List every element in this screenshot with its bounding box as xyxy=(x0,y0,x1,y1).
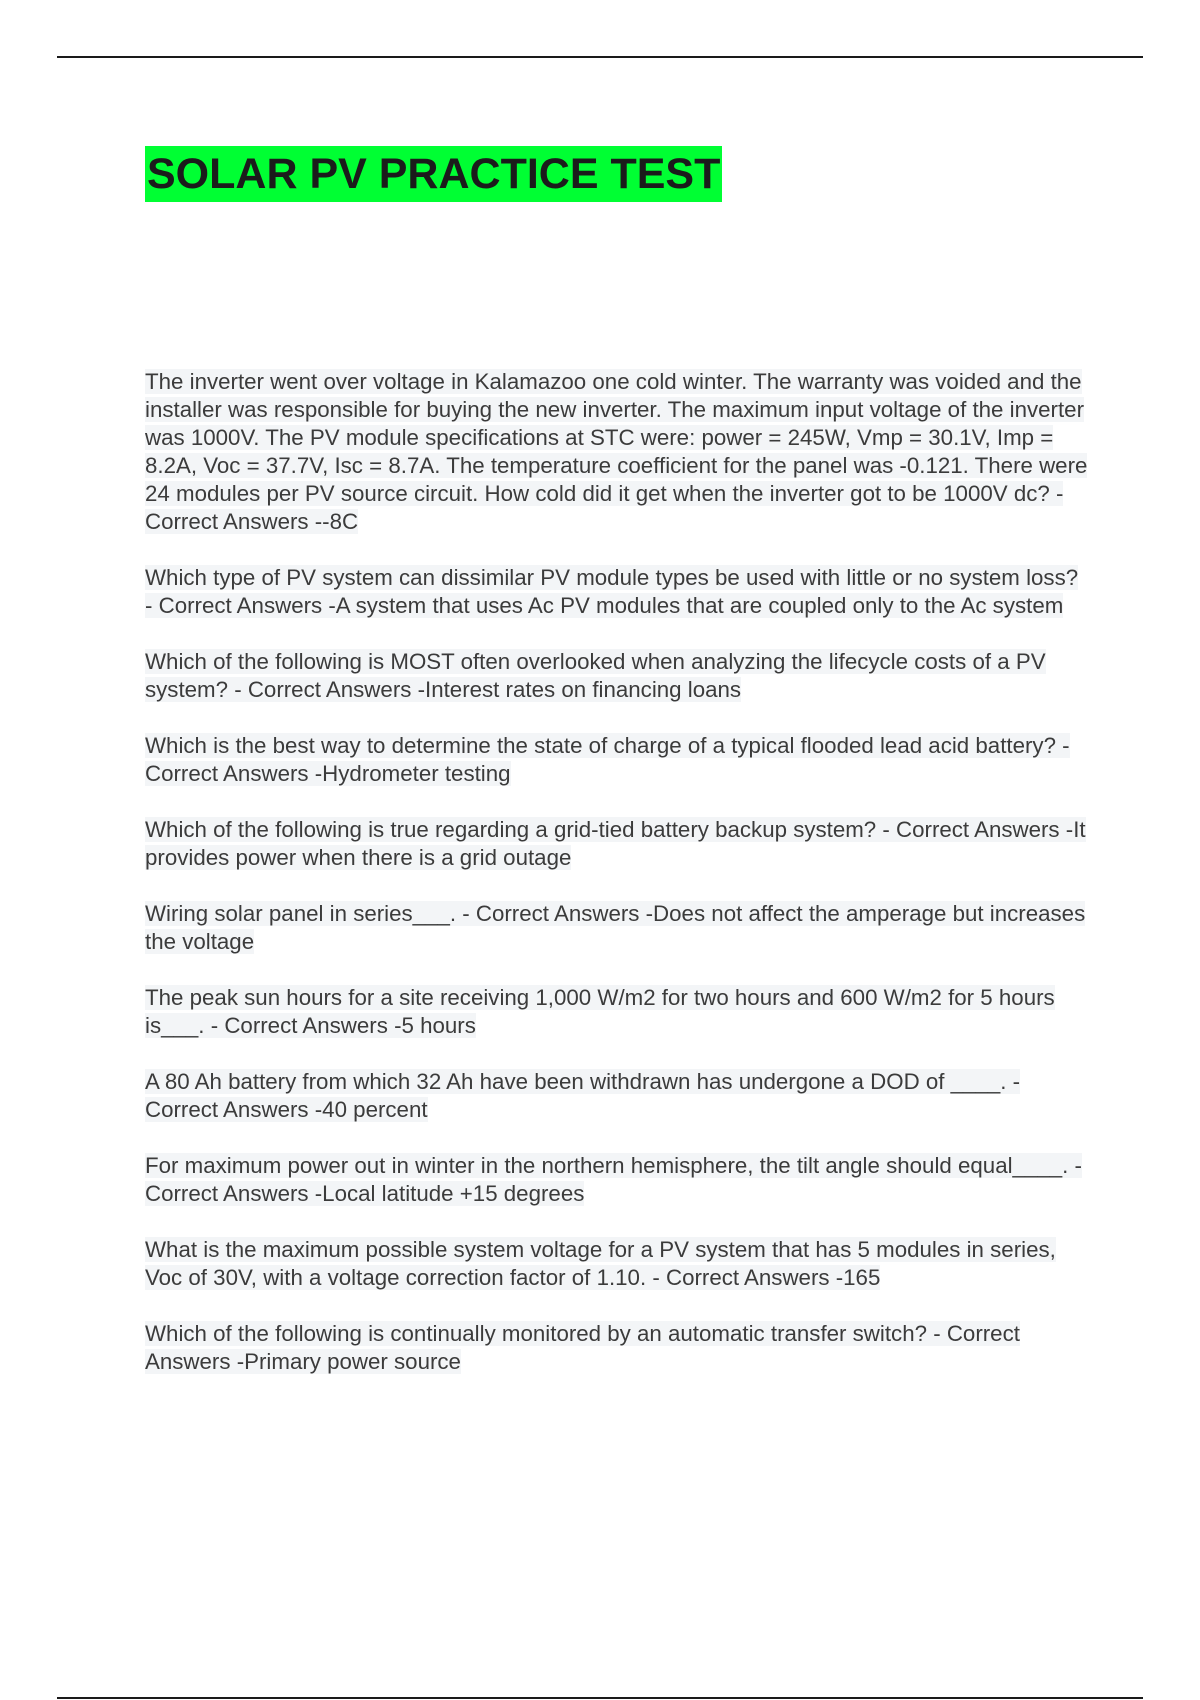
qa-text: Which type of PV system can dissimilar PV module types be used with little or no system loss? - Correct Answers -A system that uses Ac PV modules that are coupled only to the Ac system xyxy=(145,565,1079,618)
qa-item xyxy=(145,1236,1090,1292)
page-title: SOLAR PV PRACTICE TEST xyxy=(145,146,722,202)
qa-text: Which of the following is MOST often overlooked when analyzing the lifecycle costs of a PV system? - Correct Answers -Interest rates on financing loans xyxy=(145,649,1046,702)
qa-item xyxy=(145,564,1090,620)
qa-item xyxy=(145,1068,1090,1124)
qa-item xyxy=(145,732,1090,788)
qa-item xyxy=(145,816,1090,872)
qa-text: A 80 Ah battery from which 32 Ah have been withdrawn has undergone a DOD of ____. - Correct Answers -40 percent xyxy=(145,1069,1021,1122)
qa-text: The peak sun hours for a site receiving 1,000 W/m2 for two hours and 600 W/m2 for 5 hours is___. - Correct Answers -5 hours xyxy=(145,985,1055,1038)
qa-item xyxy=(145,648,1090,704)
qa-item xyxy=(145,900,1090,956)
title-block xyxy=(145,146,722,202)
qa-list xyxy=(145,368,1090,1404)
qa-text: For maximum power out in winter in the northern hemisphere, the tilt angle should equal____. - Correct Answers -Local latitude +15 degrees xyxy=(145,1153,1082,1206)
qa-text: Which is the best way to determine the state of charge of a typical flooded lead acid battery? - Correct Answers -Hydrometer testing xyxy=(145,733,1070,786)
qa-text: What is the maximum possible system voltage for a PV system that has 5 modules in series, Voc of 30V, with a voltage correction factor of 1.10. - Correct Answers -165 xyxy=(145,1237,1056,1290)
top-rule xyxy=(57,56,1143,58)
qa-text: Which of the following is true regarding a grid-tied battery backup system? - Correct Answers -It provides power when there is a grid outage xyxy=(145,817,1086,870)
qa-item xyxy=(145,368,1090,536)
qa-text: Which of the following is continually monitored by an automatic transfer switch? - Correct Answers -Primary power source xyxy=(145,1321,1020,1374)
qa-item xyxy=(145,1152,1090,1208)
qa-text: Wiring solar panel in series___. - Correct Answers -Does not affect the amperage but increases the voltage xyxy=(145,901,1086,954)
qa-item xyxy=(145,1320,1090,1376)
qa-item xyxy=(145,984,1090,1040)
qa-text: The inverter went over voltage in Kalamazoo one cold winter. The warranty was voided and the installer was responsible for buying the new inverter. The maximum input voltage of the inverter was 1000V. The PV module specifications at STC were: power = 245W, Vmp = 30.1V, Imp = 8.2A, Voc = 37.7V, Isc = 8.7A. The temperature coefficient for the panel was -0.121. There were 24 modules per PV source circuit. How cold did it get when the inverter got to be 1000V dc? - Correct Answers --8C xyxy=(145,369,1088,534)
bottom-rule xyxy=(57,1697,1143,1699)
